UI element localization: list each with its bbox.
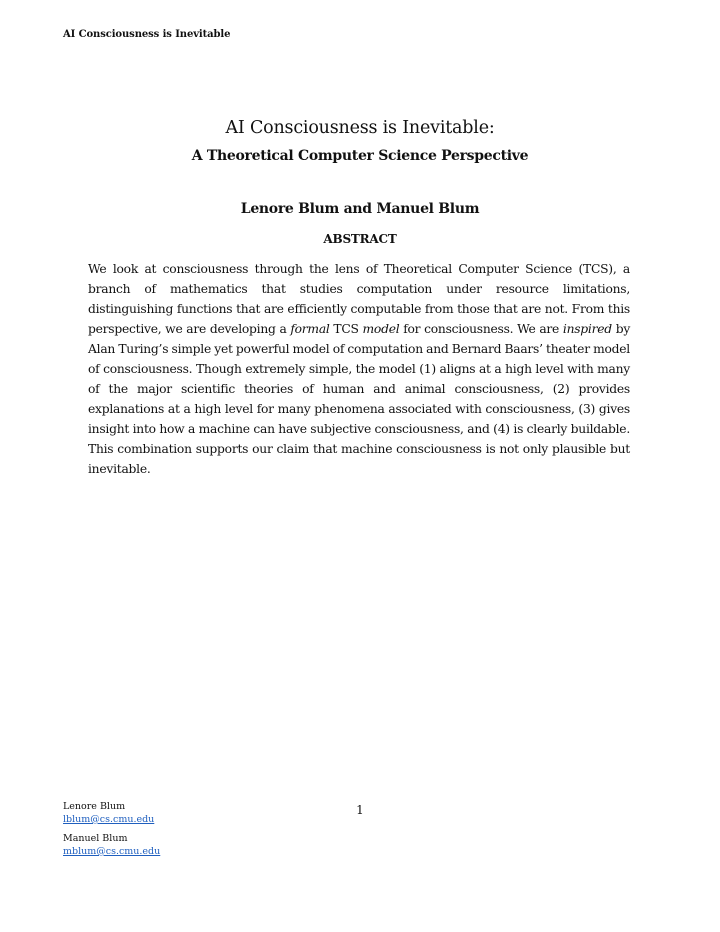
running-header: AI Consciousness is Inevitable xyxy=(63,29,231,40)
abstract-emphasis-formal: formal xyxy=(290,322,330,336)
abstract-text: for consciousness. We are xyxy=(399,322,563,336)
footer-author-2 xyxy=(63,832,160,858)
footer-author-email-link[interactable]: lblum@cs.cmu.edu xyxy=(63,814,155,825)
abstract-body xyxy=(88,259,630,479)
abstract-text: by Alan Turing’s simple yet powerful model of computation and Bernard Baars’ theater model of consciousness. Though extremely simple, the model (1) aligns at a high level with many of the major scientific theories of human and animal consciousness, (2) provides explanations at a high level for many phenomena associated with consciousness, (3) gives insight into how a machine can have subjective consciousness, and (4) is clearly buildable. This combination supports our claim that machine consciousness is not only plausible but inevitable. xyxy=(88,322,631,476)
footer-author-email-link[interactable]: mblum@cs.cmu.edu xyxy=(63,846,161,857)
page-number: 1 xyxy=(356,803,364,817)
abstract-text: We look at consciousness through the lens of Theoretical Computer Science (TCS), a branch of mathematics that studies computation under resource limitations, distinguishing functions that are efficiently computable from those that are not. From this perspective, we are developing a xyxy=(88,262,630,336)
abstract-text: TCS xyxy=(329,322,363,336)
footer-author-1 xyxy=(63,800,154,826)
paper-subtitle: A Theoretical Computer Science Perspective xyxy=(191,148,529,164)
paper-title: AI Consciousness is Inevitable: xyxy=(225,118,495,138)
abstract-emphasis-inspired: inspired xyxy=(562,322,612,336)
abstract-heading: ABSTRACT xyxy=(323,232,397,246)
author-list: Lenore Blum and Manuel Blum xyxy=(240,201,480,217)
abstract-emphasis-model: model xyxy=(362,322,400,336)
footer-author-name: Lenore Blum xyxy=(63,801,126,812)
footer-author-name: Manuel Blum xyxy=(63,833,128,844)
